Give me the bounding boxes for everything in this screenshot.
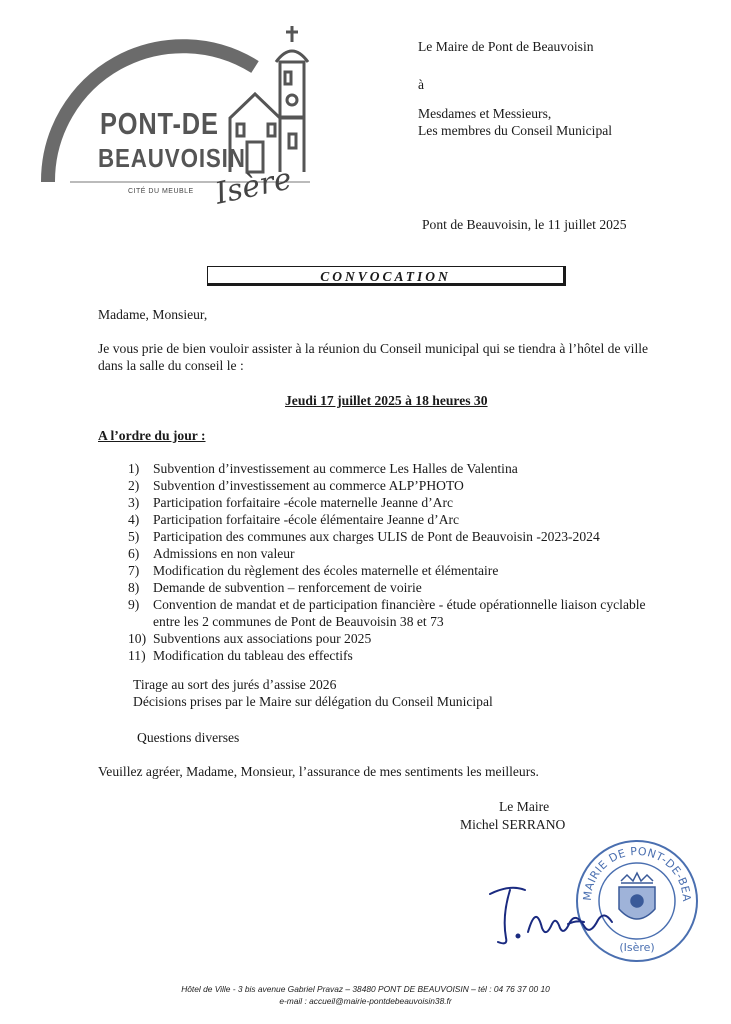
agenda-item-number: 6) xyxy=(128,546,140,561)
agenda-item-text: Modification du règlement des écoles maternelle et élémentaire xyxy=(153,563,499,578)
agenda-item-text: Modification du tableau des effectifs xyxy=(153,648,353,663)
town-logo xyxy=(40,22,340,222)
salutation: Madame, Monsieur, xyxy=(98,307,208,322)
agenda-item-text: Admissions en non valeur xyxy=(153,546,295,561)
seal-bottom-text: (Isère) xyxy=(619,941,655,954)
logo-region: Isère xyxy=(212,161,295,212)
closing-formula: Veuillez agréer, Madame, Monsieur, l’assurance de mes sentiments les meilleurs. xyxy=(98,764,539,779)
agenda-heading: A l’ordre du jour : xyxy=(98,428,206,443)
seal-ring-text: MAIRIE DE PONT-DE-BEA xyxy=(580,844,694,903)
convocation-banner xyxy=(207,266,566,286)
logo-text-line2: BEAUVOISIN xyxy=(98,143,246,173)
footer-address: Hôtel de Ville - 3 bis avenue Gabriel Pravaz – 38480 PONT DE BEAUVOISIN – tél : 04 76 37 00 10 xyxy=(181,984,550,994)
agenda-item-number: 9) xyxy=(128,597,140,612)
signatory-title: Le Maire xyxy=(499,799,550,814)
signatory-name: Michel SERRANO xyxy=(460,817,566,832)
agenda-item-number: 5) xyxy=(128,529,140,544)
agenda-item-number: 2) xyxy=(128,478,140,493)
logo-text-line1: PONT-DE xyxy=(100,106,219,141)
recipient-line1: Mesdames et Messieurs, xyxy=(418,106,552,121)
agenda-item-number: 11) xyxy=(128,648,146,663)
handwritten-signature xyxy=(480,876,620,956)
document-title: CONVOCATION xyxy=(320,269,451,284)
agenda-item-text: Convention de mandat et de participation financière - étude opérationnelle liaison cyclable xyxy=(153,597,646,612)
agenda-item-text: Subvention d’investissement au commerce ALP’PHOTO xyxy=(153,478,464,493)
agenda-item-text: Subvention d’investissement au commerce Les Halles de Valentina xyxy=(153,461,518,476)
agenda-item-number: 7) xyxy=(128,563,140,578)
meeting-date: Jeudi 17 juillet 2025 à 18 heures 30 xyxy=(285,393,488,408)
agenda-item-number: 1) xyxy=(128,461,140,476)
sender: Le Maire de Pont de Beauvoisin xyxy=(418,39,594,54)
extra-item-decisions: Décisions prises par le Maire sur délégation du Conseil Municipal xyxy=(133,694,493,709)
agenda-item-text: entre les 2 communes de Pont de Beauvoisin 38 et 73 xyxy=(153,614,444,629)
intro-line2: dans la salle du conseil le : xyxy=(98,358,244,373)
agenda-item-text: Demande de subvention – renforcement de voirie xyxy=(153,580,422,595)
logo-subtitle: CITÉ DU MEUBLE xyxy=(128,188,194,195)
extra-item-jury: Tirage au sort des jurés d’assise 2026 xyxy=(133,677,337,692)
to-word: à xyxy=(418,77,425,92)
agenda-item-number: 10) xyxy=(128,631,147,646)
footer-email[interactable]: e-mail : accueil@mairie-pontdebeauvoisin38.fr xyxy=(279,996,452,1006)
recipient-line2: Les membres du Conseil Municipal xyxy=(418,123,613,138)
agenda-item-text: Participation forfaitaire -école élémentaire Jeanne d’Arc xyxy=(153,512,460,527)
intro-line1: Je vous prie de bien vouloir assister à la réunion du Conseil municipal qui se tiendra à l’hôtel de ville xyxy=(98,341,649,356)
agenda-item-number: 3) xyxy=(128,495,140,510)
agenda-item-text: Subventions aux associations pour 2025 xyxy=(153,631,372,646)
questions-diverses: Questions diverses xyxy=(137,730,240,745)
agenda-item-number: 4) xyxy=(128,512,140,527)
signature-graphic xyxy=(480,876,620,956)
place-date: Pont de Beauvoisin, le 11 juillet 2025 xyxy=(422,217,627,232)
agenda-item-text: Participation forfaitaire -école maternelle Jeanne d’Arc xyxy=(153,495,454,510)
agenda-item-text: Participation des communes aux charges ULIS de Pont de Beauvoisin -2023-2024 xyxy=(153,529,600,544)
agenda-item-number: 8) xyxy=(128,580,140,595)
